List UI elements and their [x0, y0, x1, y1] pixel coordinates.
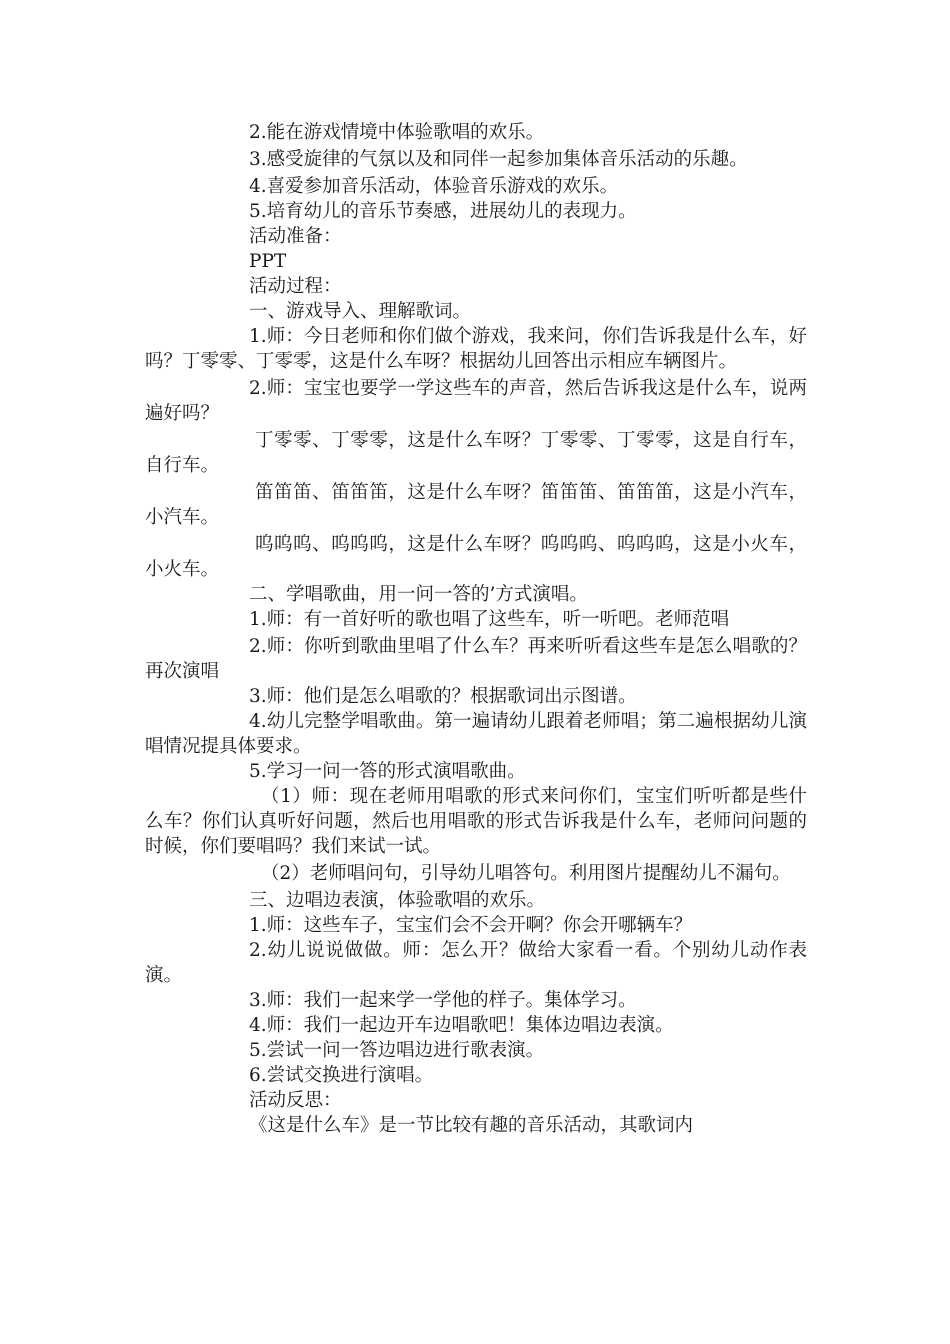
step-3-heading: 三、边唱边表演，体验歌唱的欢乐。: [249, 890, 546, 911]
section-heading-process: 活动过程：: [249, 276, 342, 297]
step-3-item-6: 6.尝试交换进行演唱。: [249, 1065, 434, 1086]
reflection-text: 《这是什么车》是一节比较有趣的音乐活动，其歌词内: [249, 1115, 694, 1136]
step-1-item-1: 1.师：今日老师和你们做个游戏，我来问，你们告诉我是什么车，好吗？丁零零、丁零零，这是什么车呀？根据幼儿回答出示相应车辆图片。: [145, 326, 807, 372]
document-body: [145, 120, 807, 1138]
objective-5: 5.培育幼儿的音乐节奏感，进展幼儿的表现力。: [249, 201, 637, 222]
step-2-item-5-sub-2: （2）老师唱问句，引导幼儿唱答句。利用图片提醒幼儿不漏句。: [261, 863, 791, 884]
step-3-item-4: 4.师：我们一起边开车边唱歌吧！集体边唱边表演。: [249, 1015, 674, 1036]
step-3-item-2: 2.幼儿说说做做。师：怎么开？做给大家看一看。个别幼儿动作表演。: [145, 940, 807, 986]
step-1-item-2: 2.师：宝宝也要学一学这些车的声音，然后告诉我这是什么车，说两遍好吗？: [145, 378, 807, 424]
step-3-item-1: 1.师：这些车子，宝宝们会不会开啊？你会开哪辆车？: [249, 915, 693, 936]
step-2-item-5: 5.学习一问一答的形式演唱歌曲。: [249, 761, 526, 782]
step-2-heading: 二、学唱歌曲，用一问一答的’方式演唱。: [249, 584, 588, 605]
lyric-car: 笛笛笛、笛笛笛，这是什么车呀？笛笛笛、笛笛笛，这是小汽车，小汽车。: [145, 482, 807, 528]
step-2-item-5-sub-1: （1）师：现在老师用唱歌的形式来问你们，宝宝们听听都是些什么车？你们认真听好问题，然后也用唱歌的形式告诉我是什么车，老师问问题的时候，你们要唱吗？我们来试一试。: [145, 786, 807, 857]
lyric-bicycle: 丁零零、丁零零，这是什么车呀？丁零零、丁零零，这是自行车，自行车。: [145, 430, 807, 476]
objective-4: 4.喜爱参加音乐活动，体验音乐游戏的欢乐。: [249, 176, 619, 197]
section-heading-preparation: 活动准备：: [249, 226, 342, 247]
step-1-heading: 一、游戏导入、理解歌词。: [249, 301, 472, 322]
objective-2: 2.能在游戏情境中体验歌唱的欢乐。: [249, 122, 545, 143]
section-heading-reflection: 活动反思：: [249, 1090, 342, 1111]
step-2-item-1: 1.师：有一首好听的歌也唱了这些车，听一听吧。老师范唱: [249, 609, 730, 630]
preparation-text: PPT: [249, 251, 287, 272]
objective-3: 3.感受旋律的气氛以及和同伴一起参加集体音乐活动的乐趣。: [249, 149, 748, 170]
step-3-item-5: 5.尝试一问一答边唱边进行歌表演。: [249, 1040, 545, 1061]
step-3-item-3: 3.师：我们一起来学一学他的样子。集体学习。: [249, 990, 637, 1011]
step-2-item-2: 2.师：你听到歌曲里唱了什么车？再来听听看这些车是怎么唱歌的？再次演唱: [145, 636, 807, 682]
lyric-train: 呜呜呜、呜呜呜，这是什么车呀？呜呜呜、呜呜呜，这是小火车，小火车。: [145, 534, 807, 580]
step-2-item-4: 4.幼儿完整学唱歌曲。第一遍请幼儿跟着老师唱；第二遍根据幼儿演唱情况提具体要求。: [145, 711, 807, 757]
step-2-item-3: 3.师：他们是怎么唱歌的？根据歌词出示图谱。: [249, 686, 637, 707]
